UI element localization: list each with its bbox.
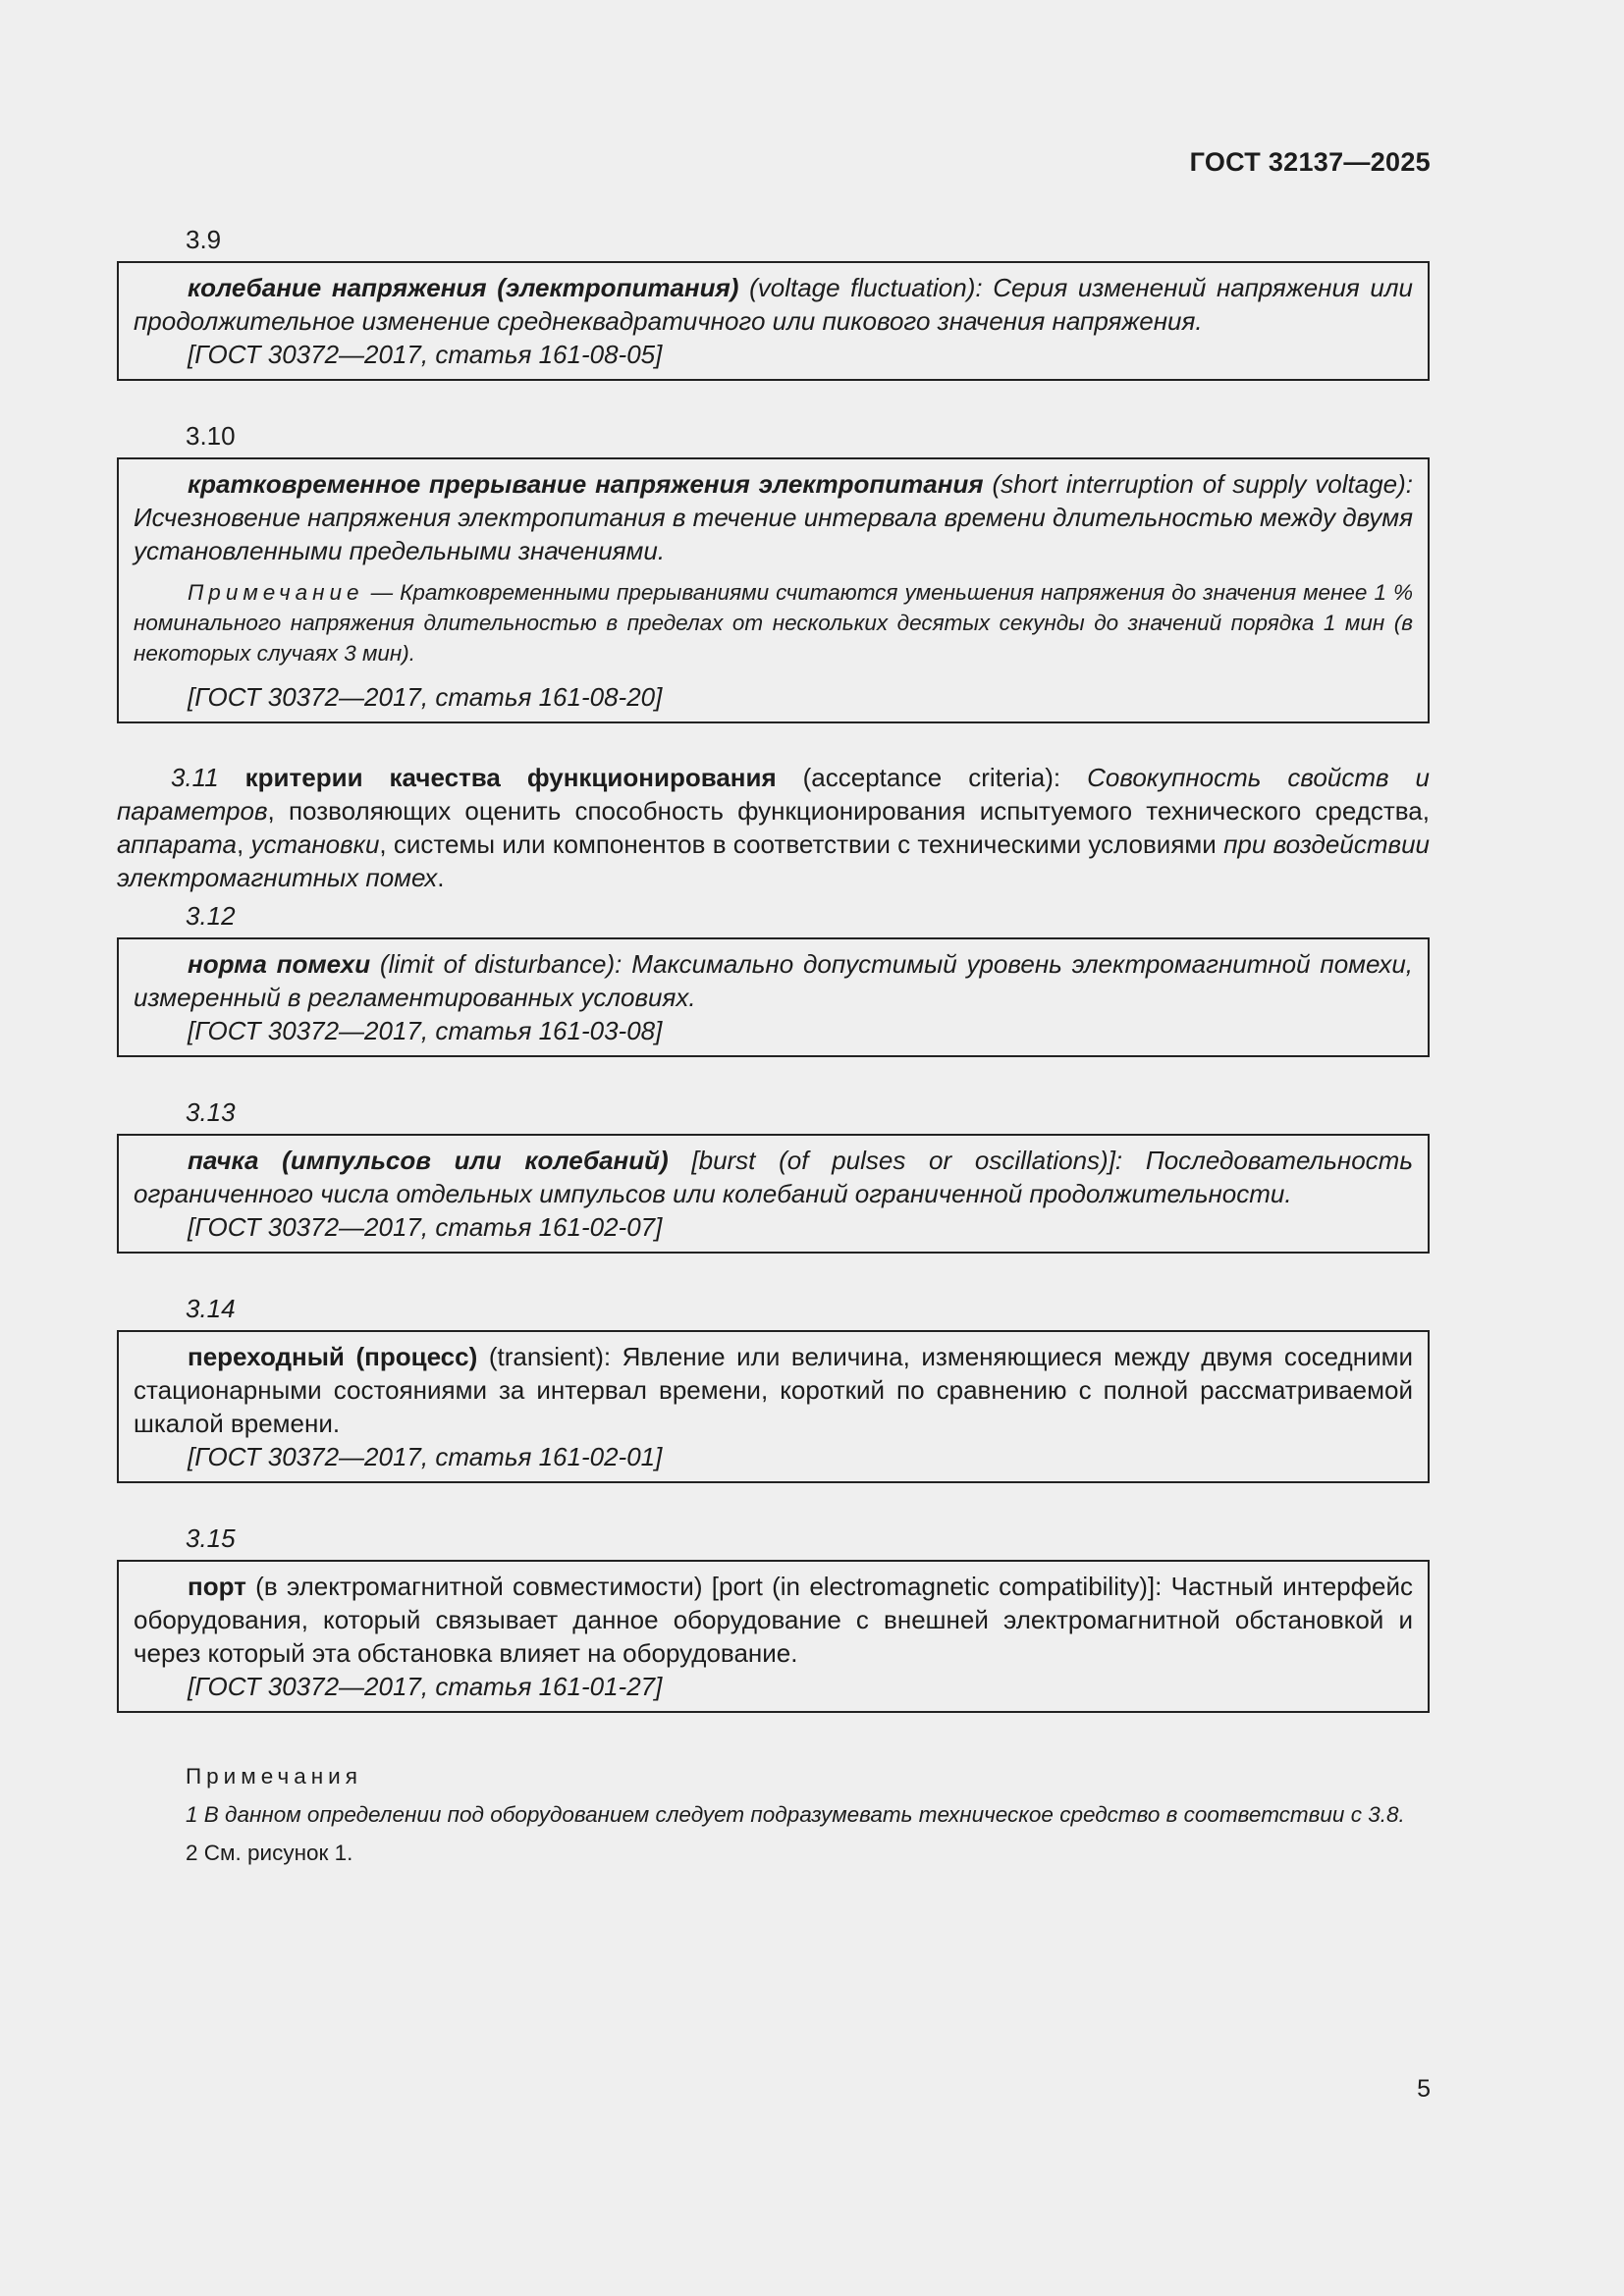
definition-part: Совокупность свойств и параметров <box>117 763 1430 826</box>
entry-number: 3.10 <box>186 421 236 451</box>
definition-box <box>117 261 1430 381</box>
term: колебание напряжения (электропитания) <box>188 273 739 302</box>
term-english: (в электромагнитной совместимости) [port (in electromagnetic compatibility)]: <box>245 1572 1171 1601</box>
definition-text <box>134 1570 1413 1670</box>
definition-box <box>117 937 1430 1057</box>
term: переходный (процесс) <box>188 1342 478 1371</box>
term: пачка (импульсов или колебаний) <box>188 1146 669 1175</box>
notes-title: Примечания <box>186 1764 362 1789</box>
entry-number: 3.12 <box>186 901 236 931</box>
page-number: 5 <box>1417 2075 1431 2103</box>
entry-number: 3.14 <box>186 1294 236 1323</box>
note-text: — Кратковременными прерываниями считаются уменьшения напряжения до значения менее 1 % номинального напряжения длительностью в пределах от нескольких десятых секунды до значений порядка 1 мин (в некоторых случаях 3 мин). <box>134 580 1413 666</box>
definition: Явление или величина, изменяющиеся между двумя соседними стационарными состояниями за интервал времени, короткий по сравнению с полной рассматриваемой шкалой времени. <box>134 1342 1413 1438</box>
source-reference: [ГОСТ 30372—2017, статья 161-01-27] <box>188 1672 663 1701</box>
term: кратковременное прерывание напряжения электропитания <box>188 469 984 499</box>
term: критерии качества функционирования <box>244 763 777 792</box>
entry-number: 3.9 <box>186 225 222 254</box>
note-item: 1 В данном определении под оборудованием следует подразумевать техническое средство в соответствии с 3.8. <box>186 1802 1405 1827</box>
term-english: (acceptance criteria): <box>776 763 1088 792</box>
page-header: ГОСТ 32137—2025 <box>1189 147 1431 177</box>
definition: Частный интерфейс оборудования, который связывает данное оборудование с внешней электромагнитной обстановкой и через который эта обстановка влияет на оборудование. <box>134 1572 1413 1668</box>
definition-text <box>134 947 1413 1014</box>
definition: Последовательность ограниченного числа отдельных импульсов или колебаний ограниченной продолжительности. <box>134 1146 1413 1208</box>
definition-part: , системы или компонентов в соответствии с техническими условиями <box>379 829 1224 859</box>
definition-part: при воздействии электромагнитных помех <box>117 829 1430 892</box>
note <box>134 577 1413 668</box>
definition: Максимально допустимый уровень электромагнитной помехи, измеренный в регламентированных условиях. <box>134 949 1414 1012</box>
definition-part: , позволяющих оценить способность функционирования испытуемого технического средства, <box>267 796 1430 826</box>
definition-box <box>117 1330 1430 1483</box>
entry-number: 3.13 <box>186 1097 236 1127</box>
definition: Исчезновение напряжения электропитания в течение интервала времени длительностью между двумя установленными предельными значениями. <box>134 503 1413 565</box>
source-reference: [ГОСТ 30372—2017, статья 161-02-01] <box>188 1442 663 1471</box>
source-reference: [ГОСТ 30372—2017, статья 161-08-05] <box>188 340 663 369</box>
term: норма помехи <box>188 949 371 979</box>
term-english: (short interruption of supply voltage): <box>983 469 1413 499</box>
entry-number: 3.15 <box>186 1523 236 1553</box>
definition-text <box>134 1340 1413 1440</box>
definition-part: установки <box>250 829 380 859</box>
definition-part: . <box>437 863 445 892</box>
document-body <box>117 222 1430 1876</box>
note-item: 2 См. рисунок 1. <box>186 1841 353 1865</box>
definition-text <box>134 1144 1413 1210</box>
term-english: (transient): <box>477 1342 623 1371</box>
definition-box <box>117 1134 1430 1254</box>
definition: Серия изменений напряжения или продолжительное изменение среднеквадратичного или пикового значения напряжения. <box>134 273 1413 336</box>
definition-box <box>117 1560 1430 1713</box>
source-reference: [ГОСТ 30372—2017, статья 161-03-08] <box>188 1016 663 1045</box>
entry-number: 3.11 <box>171 763 219 792</box>
source-reference: [ГОСТ 30372—2017, статья 161-08-20] <box>188 682 663 712</box>
term-english: (voltage fluctuation): <box>738 273 994 302</box>
definition-part: , <box>237 829 251 859</box>
definition-text <box>134 271 1413 338</box>
definition-paragraph <box>117 761 1430 894</box>
definition-text <box>134 467 1413 567</box>
source-reference: [ГОСТ 30372—2017, статья 161-02-07] <box>188 1212 663 1242</box>
note-label: Примечание <box>188 580 364 605</box>
definition-part: аппарата <box>117 829 237 859</box>
term-english: (limit of disturbance): <box>370 949 632 979</box>
term-english: [burst (of pulses or oscillations)]: <box>668 1146 1146 1175</box>
term: порт <box>188 1572 246 1601</box>
definition-box <box>117 457 1430 723</box>
